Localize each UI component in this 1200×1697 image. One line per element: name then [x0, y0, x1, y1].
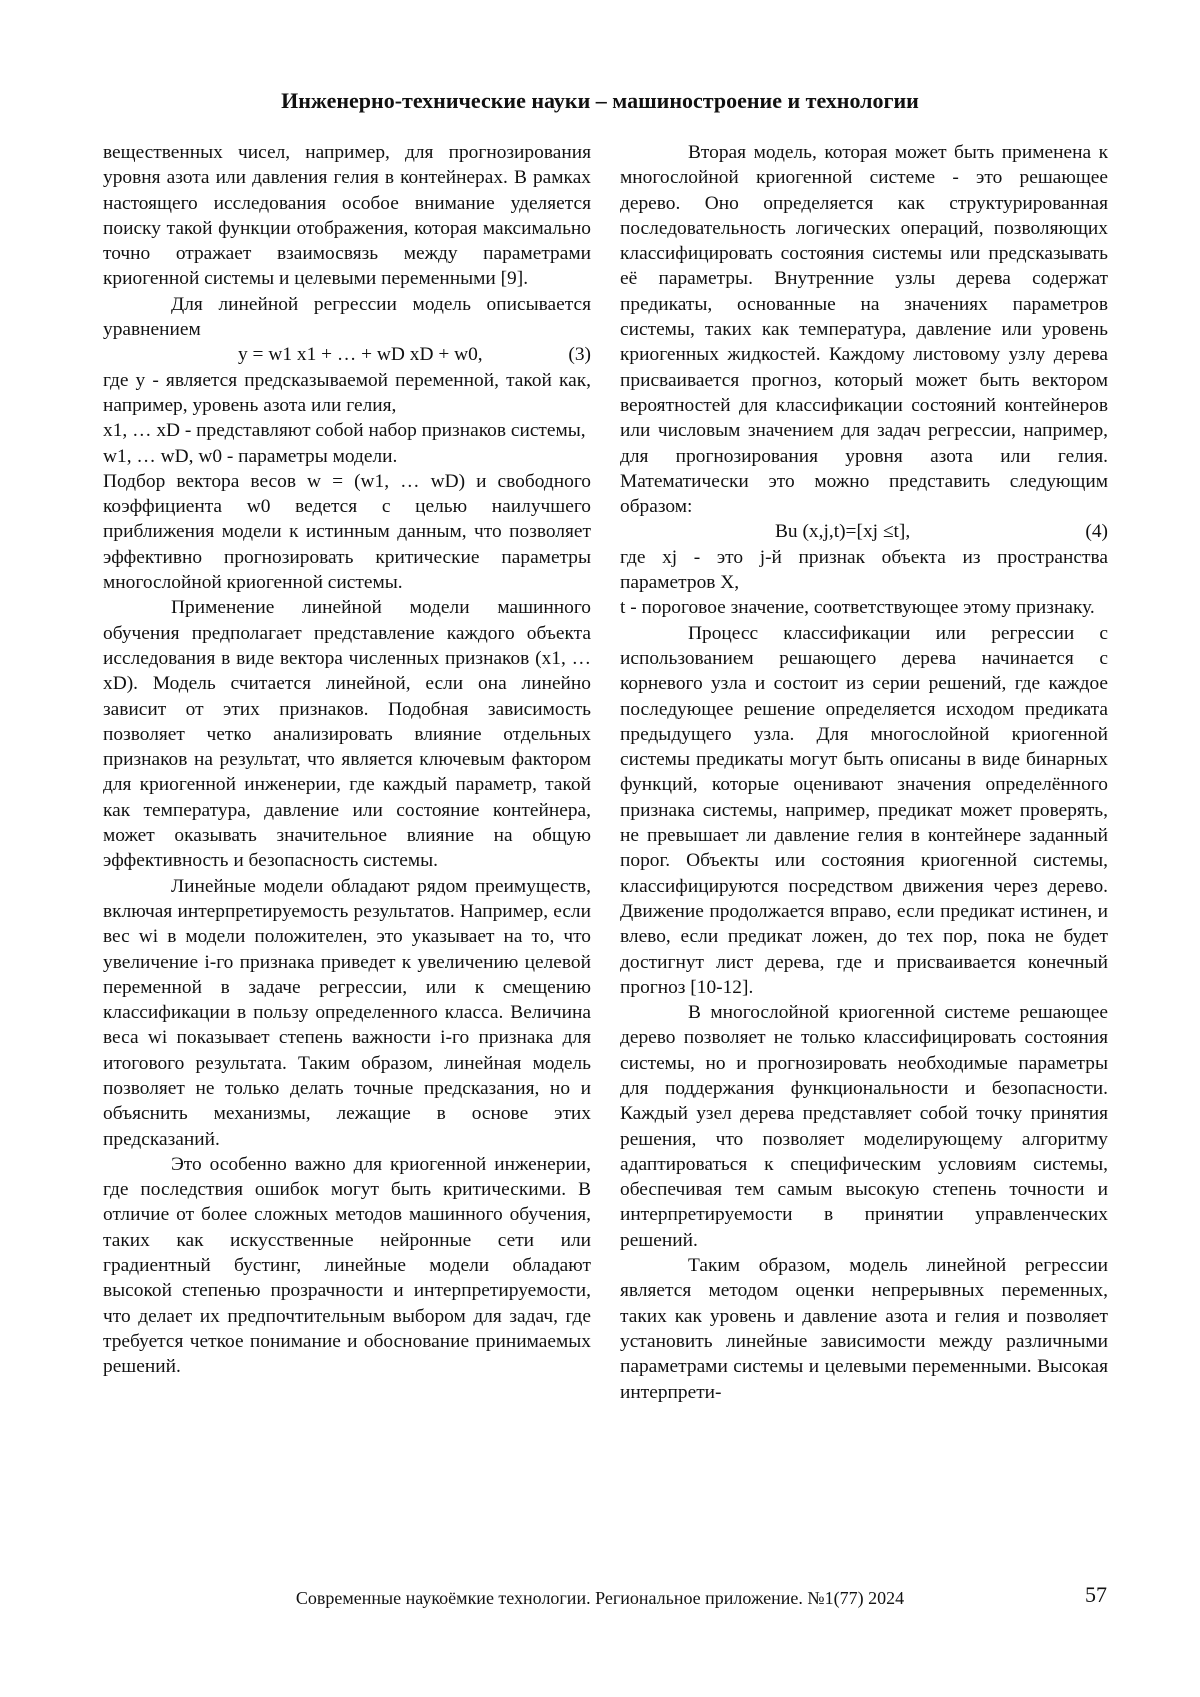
paragraph: Таким образом, модель линейной регрессии является методом оценки непрерывных переменных, таких как уровень и давление азота и гелия и позволяет установить линейные зависимости между различными параметрами системы и целевыми переменными. Высокая интерпрети- — [620, 1255, 1108, 1403]
paragraph: где y - является предсказываемой переменной, такой как, например, уровень азота или гелия, — [103, 369, 591, 416]
running-header: Инженерно-технические науки – машиностроение и технологии — [281, 88, 919, 113]
equation-body: y = w1 x1 + … + wD xD + w0, — [238, 344, 483, 366]
paragraph: где xj - это j-й признак объекта из пространства параметров X, — [620, 546, 1108, 594]
paragraph: Вторая модель, которая может быть применена к многослойной криогенной системе - это решающее дерево. Оно определяется как структурированная последовательность логических операций, позволяющих классифицировать состояния системы или предсказывать её параметры. Внутренние узлы дерева содержат предикаты, основанные на значениях параметров системы, таких как температура, давление или уровень криогенных жидкостей. Каждому листовому узлу дерева присваивается прогноз, который может быть вектором вероятностей для классификации состояний контейнеров или числовым значением для задач регрессии, например, для прогнозирования уровня азота или гелия. Математически это можно представить следующим образом: — [620, 142, 1108, 518]
paragraph: t - пороговое значение, соответствующее этому признаку. — [620, 597, 1095, 619]
equation-4 — [620, 519, 1108, 544]
equation-number: (4) — [1085, 521, 1108, 543]
paragraph: Процесс классификации или регрессии с использованием решающего дерева начинается с корневого узла и состоит из серии решений, где каждое последующее решение определяется исходом предиката предыдущего узла. Для многослойной криогенной системы предикаты могут быть описаны в виде бинарных функций, которые оценивают значения определённого признака системы, например, предикат может проверять, не превышает ли давление гелия в контейнере заданный порог. Объекты или состояния криогенной системы, классифицируются посредством движения через дерево. Движение продолжается вправо, если предикат истинен, и влево, если предикат ложен, до тех пор, пока не будет достигнут лист дерева, где и присваивается конечный прогноз [10-12]. — [620, 622, 1108, 998]
right-column — [620, 140, 1108, 1405]
journal-footer: Современные наукоёмкие технологии. Региональное приложение. №1(77) 2024 — [295, 1588, 905, 1608]
paragraph: вещественных чисел, например, для прогнозирования уровня азота или давления гелия в контейнерах. В рамках настоящего исследования особое внимание уделяется поиску такой функции отображения, которая максимально точно отражает взаимосвязь между параметрами криогенной системы и целевыми переменными [9]. — [103, 142, 591, 290]
paragraph: Линейные модели обладают рядом преимуществ, включая интерпретируемость результатов. Например, если вес wi в модели положителен, это указывает на то, что увеличение i-го признака приведет к увеличению целевой переменной в задаче регрессии, или к смещению классификации в пользу определенного класса. Величина веса wi показывает степень важности i-го признака для итогового результата. Таким образом, линейная модель позволяет не только делать точные предсказания, но и объяснить механизмы, лежащие в основе этих предсказаний. — [103, 875, 591, 1150]
page-number: 57 — [1085, 1582, 1107, 1607]
paragraph: Применение линейной модели машинного обучения предполагает представление каждого объекта исследования в виде вектора численных признаков (x1, … xD). Модель считается линейной, если она линейно зависит от этих признаков. Подобная зависимость позволяет четко анализировать влияние отдельных признаков на результат, что является ключевым фактором для криогенной инженерии, где каждый параметр, такой как температура, давление или состояние контейнера, может оказывать значительное влияние на общую эффективность и безопасность системы. — [103, 597, 591, 872]
paragraph: x1, … xD - представляют собой набор признаков системы, — [103, 420, 586, 442]
paragraph: Это особенно важно для криогенной инженерии, где последствия ошибок могут быть критическими. В отличие от более сложных методов машинного обучения, таких как искусственные нейронные сети или градиентный бустинг, линейные модели обладают высокой степенью прозрачности и интерпретируемости, что делает их предпочтительным выбором для задач, где требуется четкое понимание и обоснование принимаемых решений. — [103, 1153, 591, 1378]
equation-number: (3) — [568, 344, 591, 366]
equation-body: Bu (x,j,t)=[xj ≤t], — [775, 521, 911, 543]
paragraph: Для линейной регрессии модель описывается уравнением — [103, 293, 591, 341]
paragraph: В многослойной криогенной системе решающее дерево позволяет не только классифицировать состояния системы, но и прогнозировать необходимые параметры для поддержания функциональности и безопасности. Каждый узел дерева представляет собой точку принятия решения, что позволяет моделирующему алгоритму адаптироваться к специфическим условиям системы, обеспечивая тем самым высокую степень точности и интерпретируемости в принятии управленческих решений. — [620, 1002, 1108, 1251]
paragraph: w1, … wD, w0 - параметры модели. — [103, 445, 398, 467]
left-column — [103, 140, 591, 1380]
paragraph: Подбор вектора весов w = (w1, … wD) и свободного коэффициента w0 ведется с целью наилучшего приближения модели к истинным данным, что позволяет эффективно прогнозировать критические параметры многослойной криогенной системы. — [103, 470, 591, 594]
equation-3 — [103, 342, 591, 367]
